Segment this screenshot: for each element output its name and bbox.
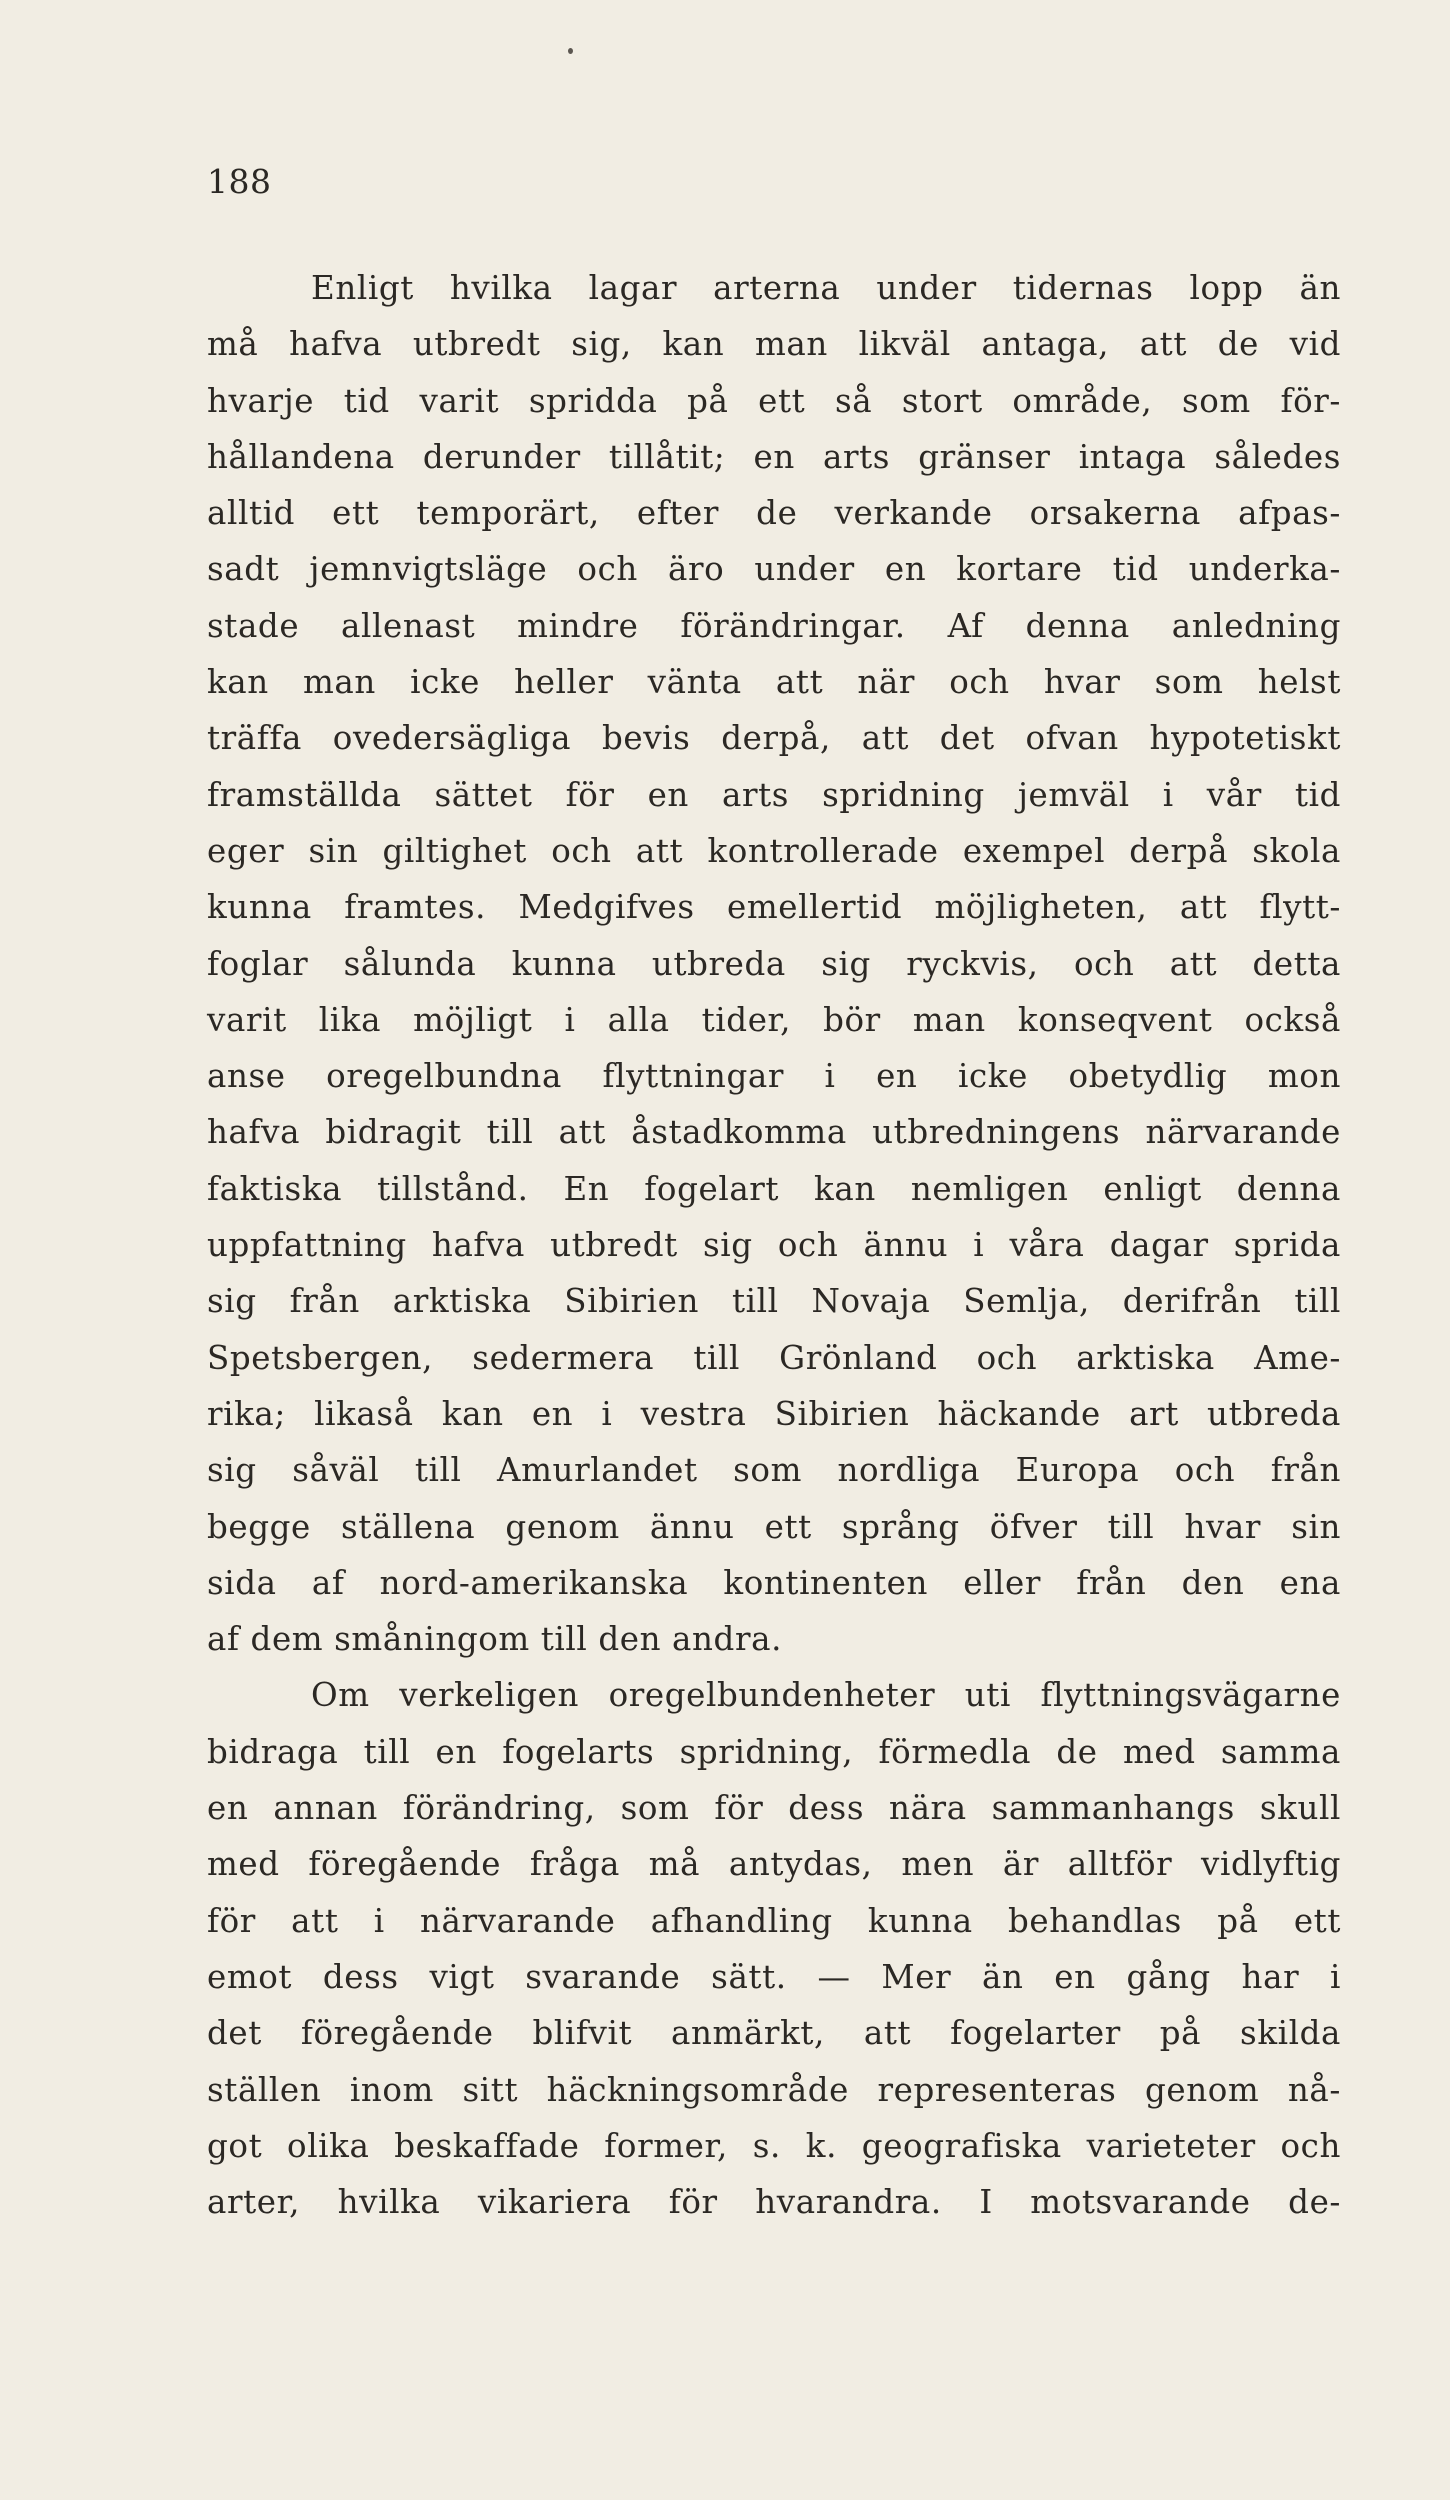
page-number: 188 [207,162,272,201]
text-line: alltid ett temporärt, efter de verkande orsakerna afpas- [207,494,1341,533]
text-line: träffa ovedersägliga bevis derpå, att det ofvan hypotetiskt [207,719,1341,758]
text-line: Enligt hvilka lagar arterna under tidernas lopp än [311,269,1341,307]
text-line: rika; likaså kan en i vestra Sibirien häckande art utbreda [207,1394,1341,1433]
text-line: Spetsbergen, sedermera till Grönland och arktiska Ame- [207,1338,1341,1377]
text-line: foglar sålunda kunna utbreda sig ryckvis, och att detta [207,944,1341,983]
text-line: sig såväl till Amurlandet som nordliga Europa och från [207,1451,1341,1490]
text-line: sida af nord-amerikanska kontinenten eller från den ena [207,1563,1341,1602]
text-line: för att i närvarande afhandling kunna behandlas på ett [207,1901,1341,1940]
text-line: varit lika möjligt i alla tider, bör man konseqvent också [207,1000,1341,1039]
text-line: må hafva utbredt sig, kan man likväl antaga, att de vid [207,325,1341,364]
text-line: det föregående blifvit anmärkt, att fogelarter på skilda [207,2014,1341,2053]
text-line: bidraga till en fogelarts spridning, förmedla de med samma [207,1732,1341,1771]
text-line: hvarje tid varit spridda på ett så stort område, som för- [207,381,1341,420]
text-line: uppfattning hafva utbredt sig och ännu i våra dagar sprida [207,1226,1341,1265]
text-line: hafva bidragit till att åstadkomma utbredningens närvarande [207,1113,1341,1152]
text-line: ställen inom sitt häckningsområde representeras genom nå- [207,2070,1341,2109]
text-line: got olika beskaffade former, s. k. geografiska varieteter och [207,2126,1341,2165]
text-line: kunna framtes. Medgifves emellertid möjligheten, att flytt- [207,888,1341,927]
text-line: arter, hvilka vikariera för hvarandra. I motsvarande de- [207,2183,1341,2222]
text-line: Om verkeligen oregelbundenheter uti flyttningsvägarne [311,1676,1341,1715]
text-line: framställda sättet för en arts spridning jemväl i vår tid [207,775,1341,814]
text-line: sig från arktiska Sibirien till Novaja Semlja, derifrån till [207,1282,1341,1321]
text-line: kan man icke heller vänta att när och hvar som helst [207,663,1341,702]
text-line: med föregående fråga må antydas, men är alltför vidlyftig [207,1845,1341,1884]
text-line: faktiska tillstånd. En fogelart kan nemligen enligt denna [207,1169,1341,1208]
text-line: emot dess vigt svarande sätt. — Mer än en gång har i [207,1957,1341,1996]
text-line: stade allenast mindre förändringar. Af denna anledning [207,606,1341,645]
text-line: eger sin giltighet och att kontrollerade exempel derpå skola [207,831,1341,870]
text-line: en annan förändring, som för dess nära sammanhangs skull [207,1789,1341,1828]
ink-speck [568,48,573,54]
text-line: af dem småningom till den andra. [207,1620,783,1659]
text-line: begge ställena genom ännu ett språng öfver till hvar sin [207,1507,1341,1546]
text-line: sadt jemnvigtsläge och äro under en kortare tid underka- [207,550,1341,589]
text-line: anse oregelbundna flyttningar i en icke obetydlig mon [207,1057,1341,1096]
body-text [207,260,1341,2230]
text-line: hållandena derunder tillåtit; en arts gränser intaga således [207,437,1341,476]
